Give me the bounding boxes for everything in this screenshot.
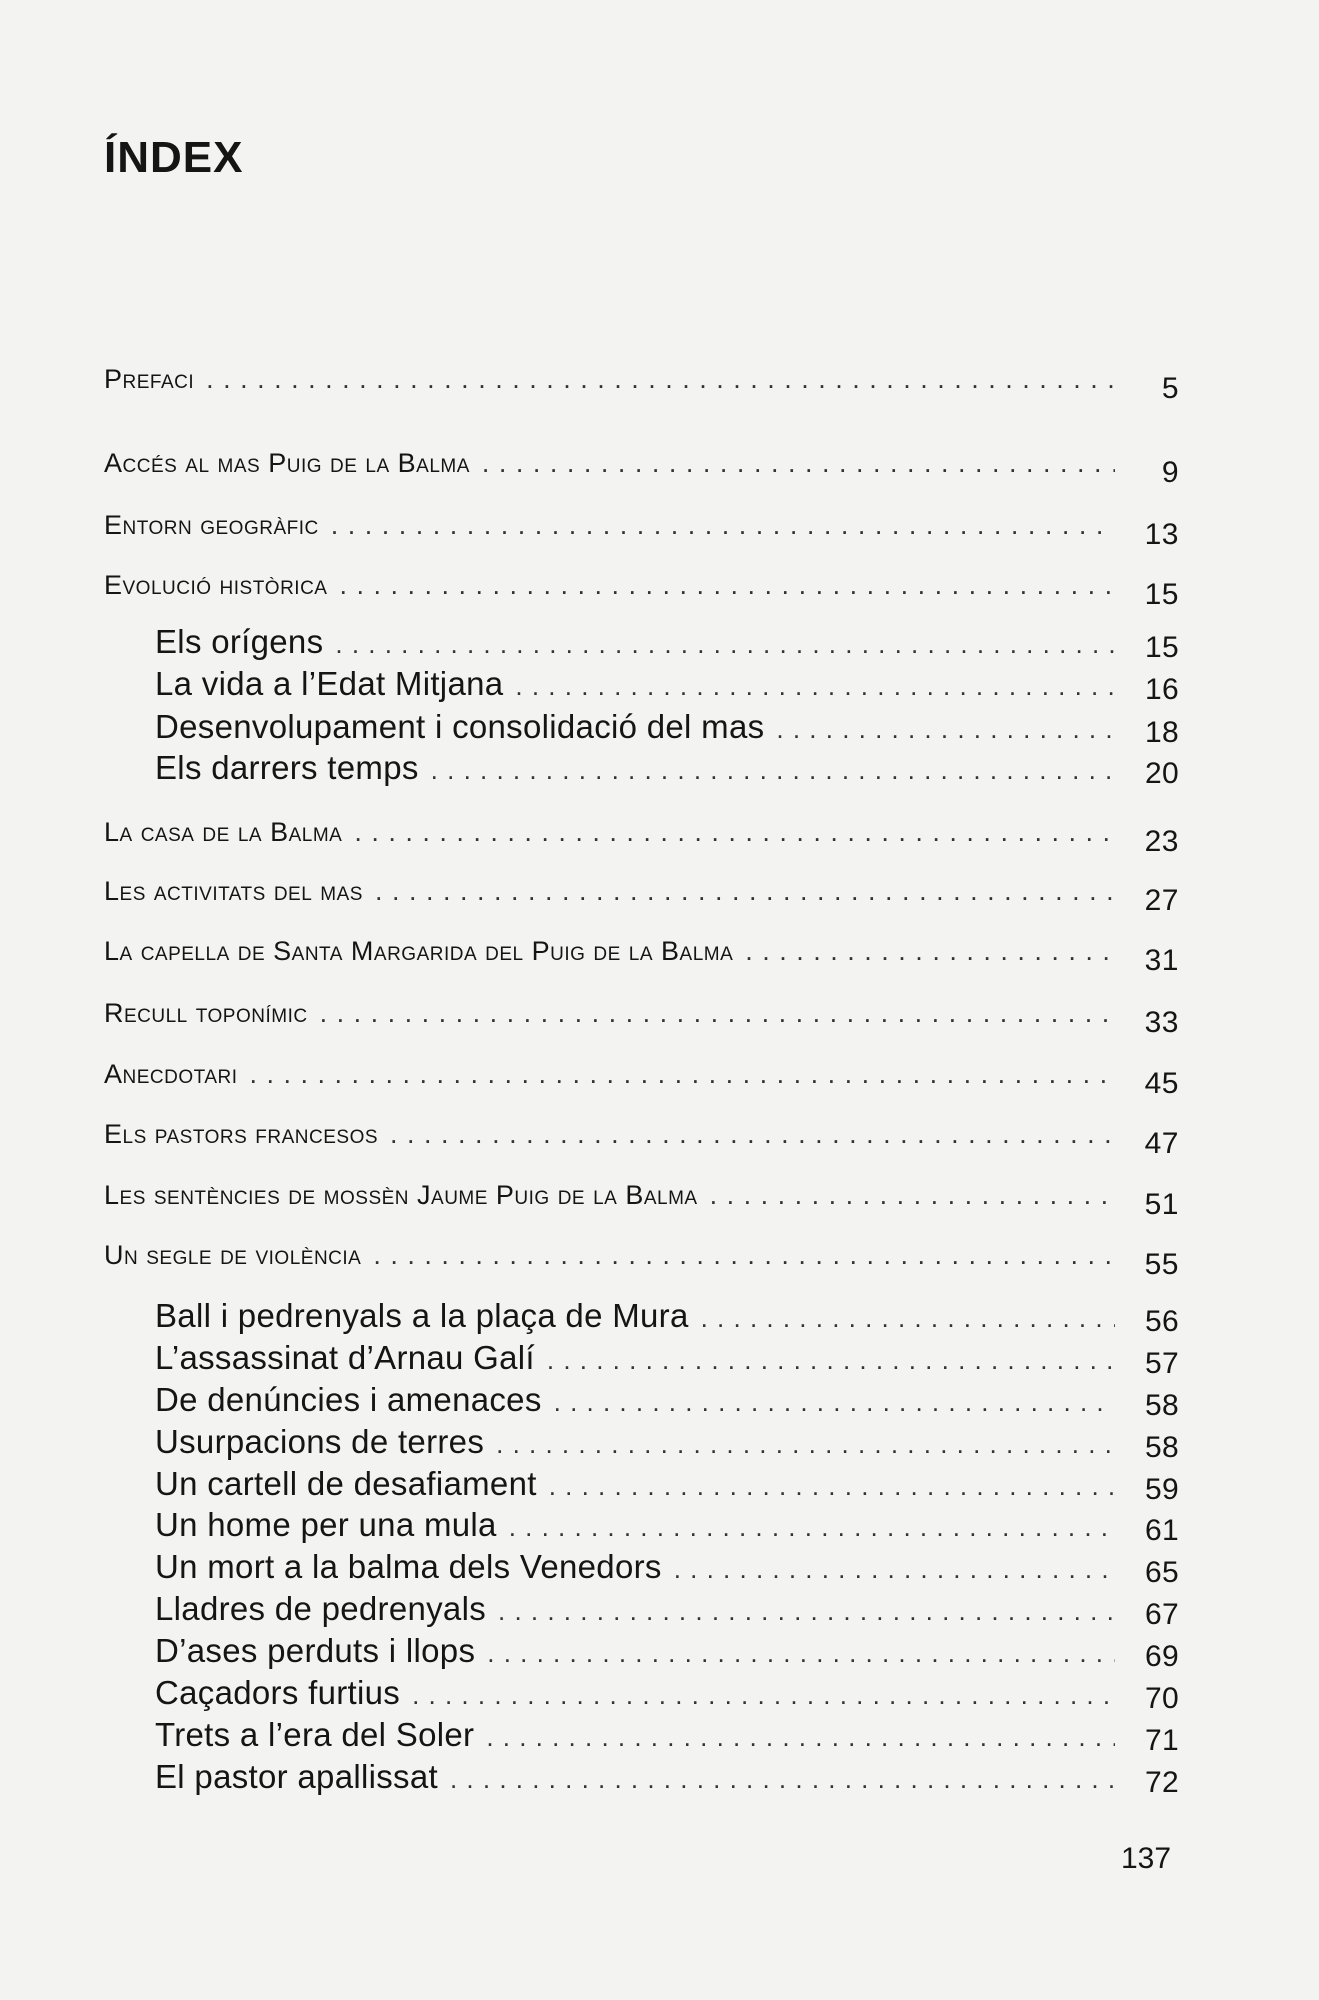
toc-label: Evolució històrica bbox=[104, 570, 328, 600]
toc-page: 71 bbox=[1145, 1724, 1179, 1757]
toc-subentry bbox=[155, 1758, 1179, 1799]
toc-page: 15 bbox=[1144, 578, 1179, 611]
toc-subentry bbox=[155, 1381, 1179, 1422]
toc-entry bbox=[104, 446, 1179, 489]
toc-page: 23 bbox=[1144, 825, 1179, 858]
toc-subentry bbox=[155, 1297, 1179, 1338]
dot-leader bbox=[674, 1548, 1115, 1586]
toc-label: Usurpacions de terres bbox=[155, 1423, 485, 1460]
toc-subentry bbox=[155, 1339, 1179, 1380]
toc-entry bbox=[104, 815, 1179, 858]
toc-label: Un mort a la balma dels Venedors bbox=[155, 1548, 662, 1585]
dot-leader bbox=[335, 623, 1115, 661]
toc-entry bbox=[104, 874, 1179, 917]
toc-subentry bbox=[155, 1465, 1179, 1506]
toc-label: Les sentències de mossèn Jaume Puig de la Balma bbox=[104, 1180, 698, 1210]
dot-leader bbox=[354, 817, 1115, 848]
dot-leader bbox=[487, 1632, 1115, 1670]
toc-label: Accés al mas Puig de la Balma bbox=[104, 448, 470, 478]
toc-label: Anecdotari bbox=[104, 1059, 238, 1089]
toc-page: 58 bbox=[1145, 1431, 1179, 1464]
dot-leader bbox=[431, 749, 1115, 787]
dot-leader bbox=[745, 936, 1115, 967]
page-title: ÍNDEX bbox=[104, 133, 244, 182]
toc-entry bbox=[104, 996, 1179, 1039]
toc-label: Recull toponímic bbox=[104, 998, 308, 1028]
toc-page: 55 bbox=[1144, 1248, 1179, 1281]
dot-leader bbox=[482, 448, 1115, 479]
toc-subentry bbox=[155, 1632, 1179, 1673]
toc-subentry bbox=[155, 1674, 1179, 1715]
dot-leader bbox=[549, 1465, 1115, 1503]
toc-page: 69 bbox=[1145, 1640, 1179, 1673]
dot-leader bbox=[547, 1339, 1115, 1377]
dot-leader bbox=[701, 1297, 1115, 1335]
dot-leader bbox=[331, 510, 1115, 541]
toc-label: Un segle de violència bbox=[104, 1240, 362, 1270]
toc-subentry bbox=[155, 1716, 1179, 1757]
toc-page: 20 bbox=[1145, 757, 1179, 790]
dot-leader bbox=[554, 1381, 1115, 1419]
toc-label: Un cartell de desafiament bbox=[155, 1465, 537, 1502]
toc-label: Lladres de pedrenyals bbox=[155, 1590, 487, 1627]
toc-page: 70 bbox=[1145, 1682, 1179, 1715]
toc-subentry bbox=[155, 1506, 1179, 1547]
toc-page: 45 bbox=[1144, 1067, 1179, 1100]
toc-page: 13 bbox=[1144, 518, 1179, 551]
toc-page: 31 bbox=[1144, 944, 1179, 977]
dot-leader bbox=[250, 1059, 1116, 1090]
toc-page: 56 bbox=[1145, 1305, 1179, 1338]
toc-page: 18 bbox=[1145, 716, 1179, 749]
dot-leader bbox=[496, 1423, 1115, 1461]
toc-subentry bbox=[155, 1590, 1179, 1631]
toc-entry bbox=[104, 508, 1179, 551]
toc-label: Els darrers temps bbox=[155, 749, 419, 786]
toc-page: 16 bbox=[1145, 673, 1179, 706]
toc-page: 47 bbox=[1144, 1127, 1179, 1160]
toc-label: De denúncies i amenaces bbox=[155, 1381, 542, 1418]
toc-page: 72 bbox=[1145, 1766, 1179, 1799]
toc-subentry bbox=[155, 1548, 1179, 1589]
toc-entry bbox=[104, 1117, 1179, 1160]
toc-label: L’assassinat d’Arnau Galí bbox=[155, 1339, 535, 1376]
toc-page: 5 bbox=[1161, 372, 1179, 405]
toc-subentry bbox=[155, 1423, 1179, 1464]
toc-page: 67 bbox=[1145, 1598, 1179, 1631]
dot-leader bbox=[509, 1506, 1115, 1544]
toc-label: La vida a l’Edat Mitjana bbox=[155, 665, 504, 702]
toc-entry bbox=[104, 1057, 1179, 1100]
toc-label: Els orígens bbox=[155, 623, 324, 660]
toc-page: 9 bbox=[1161, 456, 1179, 489]
dot-leader bbox=[498, 1590, 1115, 1628]
toc-subentry bbox=[155, 708, 1179, 749]
toc-label: Entorn geogràfic bbox=[104, 510, 319, 540]
toc-label: El pastor apallissat bbox=[155, 1758, 438, 1795]
toc-subentry bbox=[155, 665, 1179, 706]
dot-leader bbox=[412, 1674, 1115, 1712]
toc-entry bbox=[104, 362, 1179, 405]
dot-leader bbox=[450, 1758, 1115, 1796]
toc-page: 58 bbox=[1145, 1389, 1179, 1422]
toc-entry bbox=[104, 1238, 1179, 1281]
toc-label: Ball i pedrenyals a la plaça de Mura bbox=[155, 1297, 689, 1334]
dot-leader bbox=[375, 876, 1115, 907]
toc-page: 61 bbox=[1145, 1514, 1179, 1547]
dot-leader bbox=[206, 364, 1115, 395]
toc-label: Desenvolupament i consolidació del mas bbox=[155, 708, 765, 745]
toc-subentry bbox=[155, 749, 1179, 790]
toc-label: La casa de la Balma bbox=[104, 817, 343, 847]
toc-label: Trets a l’era del Soler bbox=[155, 1716, 475, 1753]
toc-label: Les activitats del mas bbox=[104, 876, 363, 906]
toc-label: Els pastors francesos bbox=[104, 1119, 379, 1149]
toc-label: Un home per una mula bbox=[155, 1506, 497, 1543]
toc-page: 15 bbox=[1145, 631, 1179, 664]
toc-page: 33 bbox=[1144, 1006, 1179, 1039]
toc-page: 27 bbox=[1144, 884, 1179, 917]
dot-leader bbox=[486, 1716, 1115, 1754]
toc-page: 57 bbox=[1145, 1347, 1179, 1380]
toc-page: 59 bbox=[1145, 1473, 1179, 1506]
dot-leader bbox=[320, 998, 1115, 1029]
toc-page: 51 bbox=[1144, 1188, 1179, 1221]
dot-leader bbox=[515, 665, 1115, 703]
dot-leader bbox=[390, 1119, 1115, 1150]
toc-entry bbox=[104, 568, 1179, 611]
dot-leader bbox=[339, 570, 1115, 601]
toc-label: Caçadors furtius bbox=[155, 1674, 401, 1711]
toc-label: Prefaci bbox=[104, 364, 195, 394]
page-number: 137 bbox=[1121, 1842, 1172, 1875]
dot-leader bbox=[710, 1180, 1115, 1211]
toc-page: 65 bbox=[1145, 1556, 1179, 1589]
toc-entry bbox=[104, 1178, 1179, 1221]
dot-leader bbox=[776, 708, 1115, 746]
dot-leader bbox=[373, 1240, 1115, 1271]
toc-subentry bbox=[155, 623, 1179, 664]
toc-label: D’ases perduts i llops bbox=[155, 1632, 476, 1669]
toc-entry bbox=[104, 934, 1179, 977]
toc-label: La capella de Santa Margarida del Puig de la Balma bbox=[104, 936, 734, 966]
